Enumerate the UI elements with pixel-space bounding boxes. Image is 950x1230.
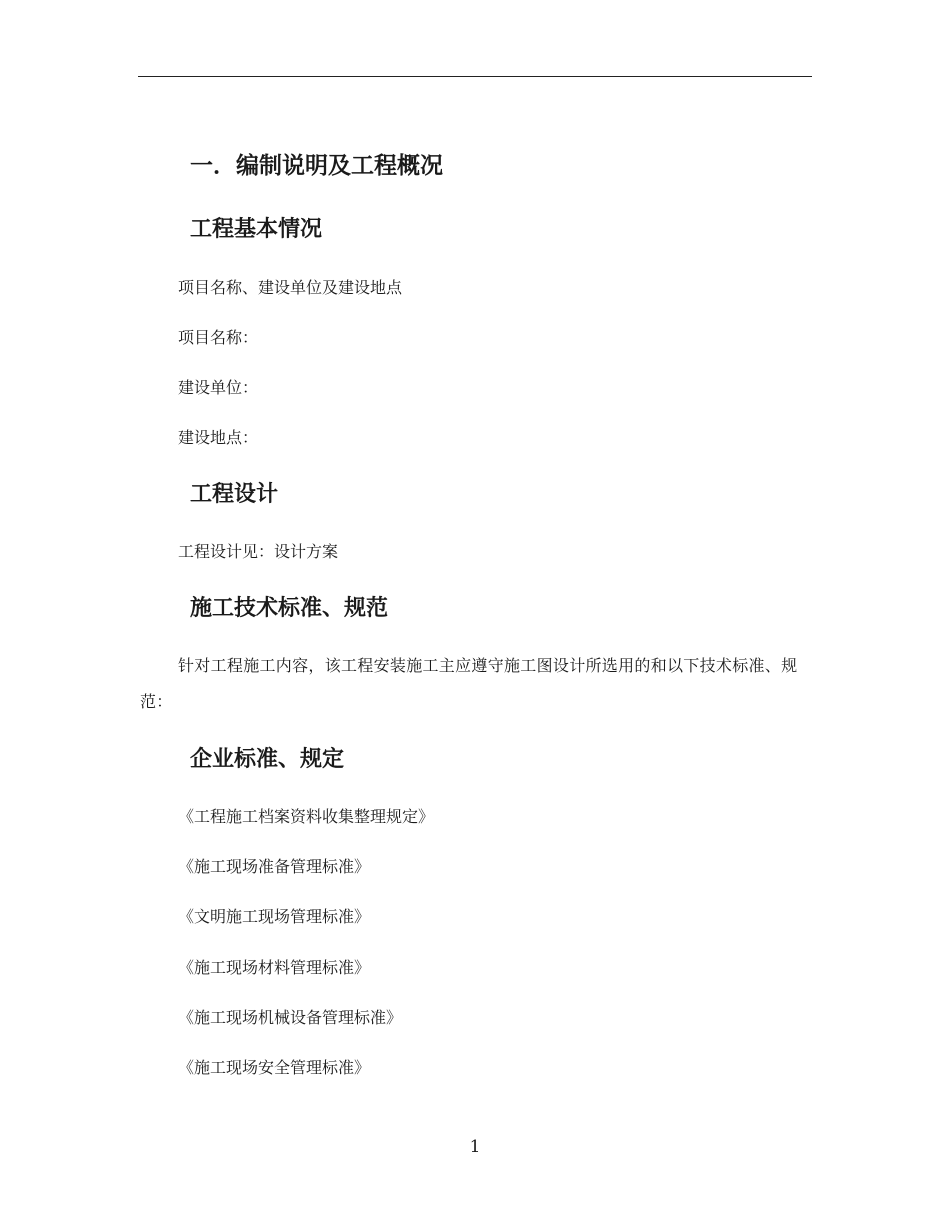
standard-item: 《工程施工档案资料收集整理规定》 xyxy=(178,807,435,826)
page-number: 1 xyxy=(469,1137,481,1157)
section-heading-standards: 施工技术标准、规范 xyxy=(190,596,389,621)
design-line: 工程设计见：设计方案 xyxy=(178,542,339,561)
section-heading-design: 工程设计 xyxy=(190,482,279,507)
project-name-field: 项目名称： xyxy=(178,328,259,347)
build-location-field: 建设地点： xyxy=(178,428,259,447)
standard-item: 《施工现场材料管理标准》 xyxy=(178,958,371,977)
section-heading-basic: 工程基本情况 xyxy=(190,217,323,242)
section-heading-enterprise: 企业标准、规定 xyxy=(190,747,345,772)
chapter-heading: 一．编制说明及工程概况 xyxy=(190,153,443,179)
header-rule xyxy=(138,76,812,77)
basic-line: 项目名称、建设单位及建设地点 xyxy=(178,278,403,297)
standard-item: 《施工现场准备管理标准》 xyxy=(178,857,371,876)
standard-item: 《施工现场安全管理标准》 xyxy=(178,1058,371,1077)
builder-unit-field: 建设单位： xyxy=(178,378,259,397)
standard-item: 《文明施工现场管理标准》 xyxy=(178,907,371,926)
standards-paragraph: 针对工程施工内容，该工程安装施工主应遵守施工图设计所选用的和以下技术标准、规范： xyxy=(140,656,798,711)
standard-item: 《施工现场机械设备管理标准》 xyxy=(178,1008,403,1027)
